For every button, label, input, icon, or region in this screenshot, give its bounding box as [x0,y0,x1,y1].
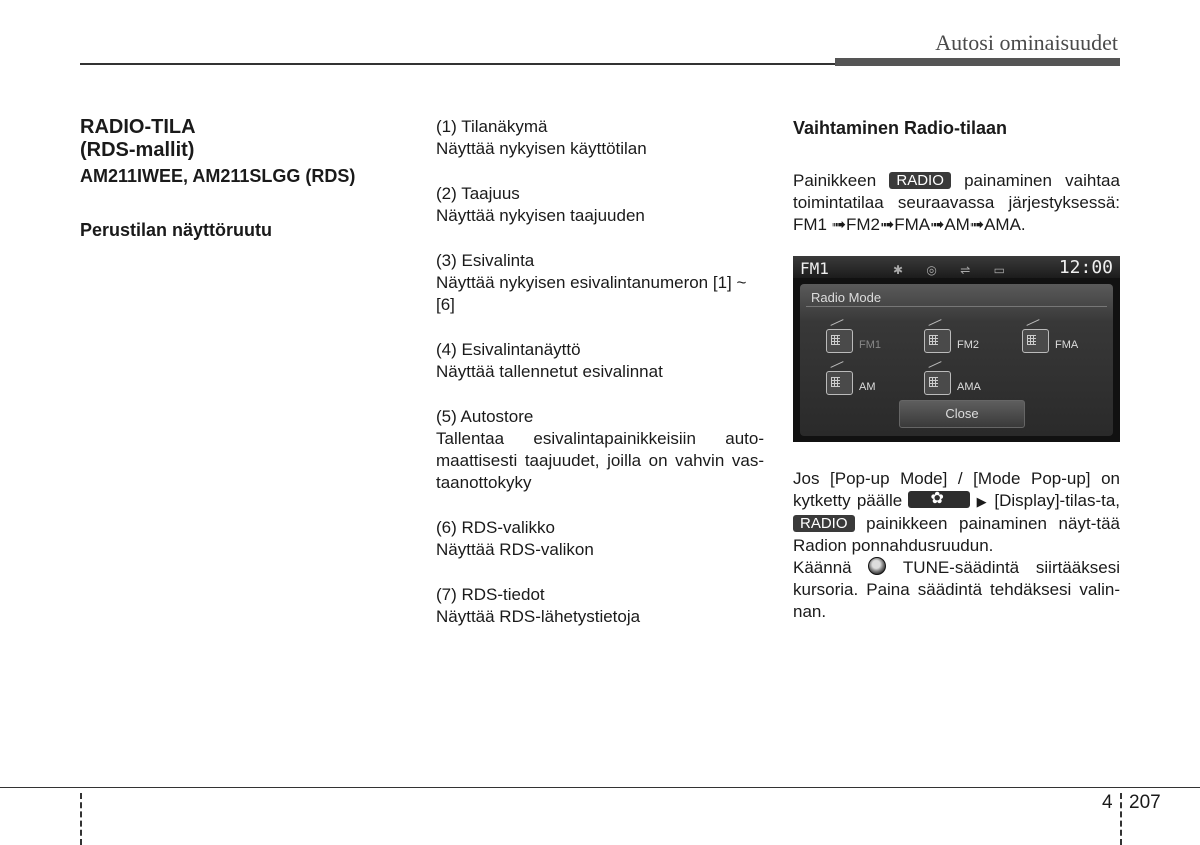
radio-icon [826,371,853,395]
list-item [436,183,764,227]
item-title: (1) Tilanäkymä [436,117,548,136]
arrow-right-icon: ▶ [976,494,989,509]
radio-button: RADIO [889,172,951,189]
text-fragment: [Display]-tilas-ta, [994,491,1120,510]
mode-label: AMA [957,381,981,393]
item-title: (5) Autostore [436,407,534,426]
header-title: Autosi ominaisuudet [935,30,1118,55]
popup-mode-text [793,468,1120,557]
list-item [436,517,764,561]
chapter-number: 4 [1102,792,1113,813]
screen-status-bar [793,256,1120,278]
list-item [436,116,764,160]
item-title: (7) RDS-tiedot [436,585,545,604]
text-fragment: Jos [Pop-up Mode] / [Mode Pop-up] on kytketty päälle [793,469,1120,510]
mode-label: FM2 [957,339,979,351]
mode-label: FMA [1055,339,1079,351]
radio-button: RADIO [793,515,855,532]
mode-button-am[interactable] [826,367,906,397]
text-fragment: Painikkeen [793,171,877,190]
popup-divider [806,306,1107,307]
mode-change-heading: Vaihtaminen Radio-tilaan [793,118,1008,138]
header-rule [80,63,835,65]
header-bar [835,58,1120,66]
mode-change-text [793,170,1120,236]
mode-label: AM [859,381,876,393]
page-number: 207 [1129,792,1161,813]
radio-icon [924,371,951,395]
list-item [436,339,764,383]
text-fragment: painikkeen painaminen näyt-tää Radion ponnahdusruudun. [793,514,1120,555]
status-icons: ✱ ◎ ⇌ ▭ [893,263,1015,277]
item-text: Näyttää RDS-valikon [436,540,594,559]
text-fragment: TUNE-säädintä siirtääksesi kursoria. Paina säädintä tehdäksesi valin-nan. [793,558,1120,621]
model-codes: AM211IWEE, AM211SLGG (RDS) [80,166,356,186]
text-fragment: painaminen vaihtaa toimintatilaa seuraavassa järjestyksessä: FM1 ➟FM2➟FMA➟AM➟AMA. [793,171,1120,234]
middle-column [436,116,764,651]
footer-rule [0,787,1200,788]
item-text: Näyttää nykyisen käyttötilan [436,139,647,158]
radio-mode-screen [793,256,1120,442]
mode-button-fm2[interactable] [924,325,1004,355]
mode-button-fm1[interactable] [826,325,906,355]
list-item [436,584,764,628]
mode-button-fma[interactable] [1022,325,1102,355]
item-title: (3) Esivalinta [436,251,535,270]
item-text: Tallentaa esivalintapainikkeisiin auto-maattisesti taajuudet, joilla on vahvin vas-taanottokyky [436,429,764,492]
item-text: Näyttää RDS-lähetystietoja [436,607,641,626]
item-title: (6) RDS-valikko [436,518,556,537]
section-title: RADIO-TILA [80,116,196,138]
item-text: Näyttää tallennetut esivalinnat [436,362,663,381]
setup-button [908,491,970,508]
radio-icon [1022,329,1049,353]
left-cut-mark [80,793,82,845]
right-column [793,116,1120,623]
gear-icon: ✿ [930,490,944,507]
radio-icon [826,329,853,353]
popup-title: Radio Mode [811,290,882,305]
item-title: (4) Esivalintanäyttö [436,340,581,359]
left-column [80,116,400,242]
list-item [436,250,764,316]
right-cut-mark [1120,793,1122,845]
radio-icon [924,329,951,353]
item-title: (2) Taajuus [436,184,520,203]
text-fragment: Käännä [793,558,852,577]
screen-clock: 12:00 [1058,257,1113,278]
item-text: Näyttää nykyisen taajuuden [436,206,645,225]
tune-knob-icon [868,557,886,575]
tune-knob-text [793,557,1120,623]
mode-label: FM1 [859,339,881,351]
radio-mode-popup [800,284,1113,436]
list-item [436,406,764,494]
screen-band: FM1 [800,259,829,278]
close-button[interactable]: Close [899,400,1025,428]
mode-button-ama[interactable] [924,367,1004,397]
subheading: Perustilan näyttöruutu [80,220,273,240]
section-subtitle: (RDS-mallit) [80,139,195,161]
item-text: Näyttää nykyisen esivalintanumeron [1] ~ [6] [436,273,747,314]
